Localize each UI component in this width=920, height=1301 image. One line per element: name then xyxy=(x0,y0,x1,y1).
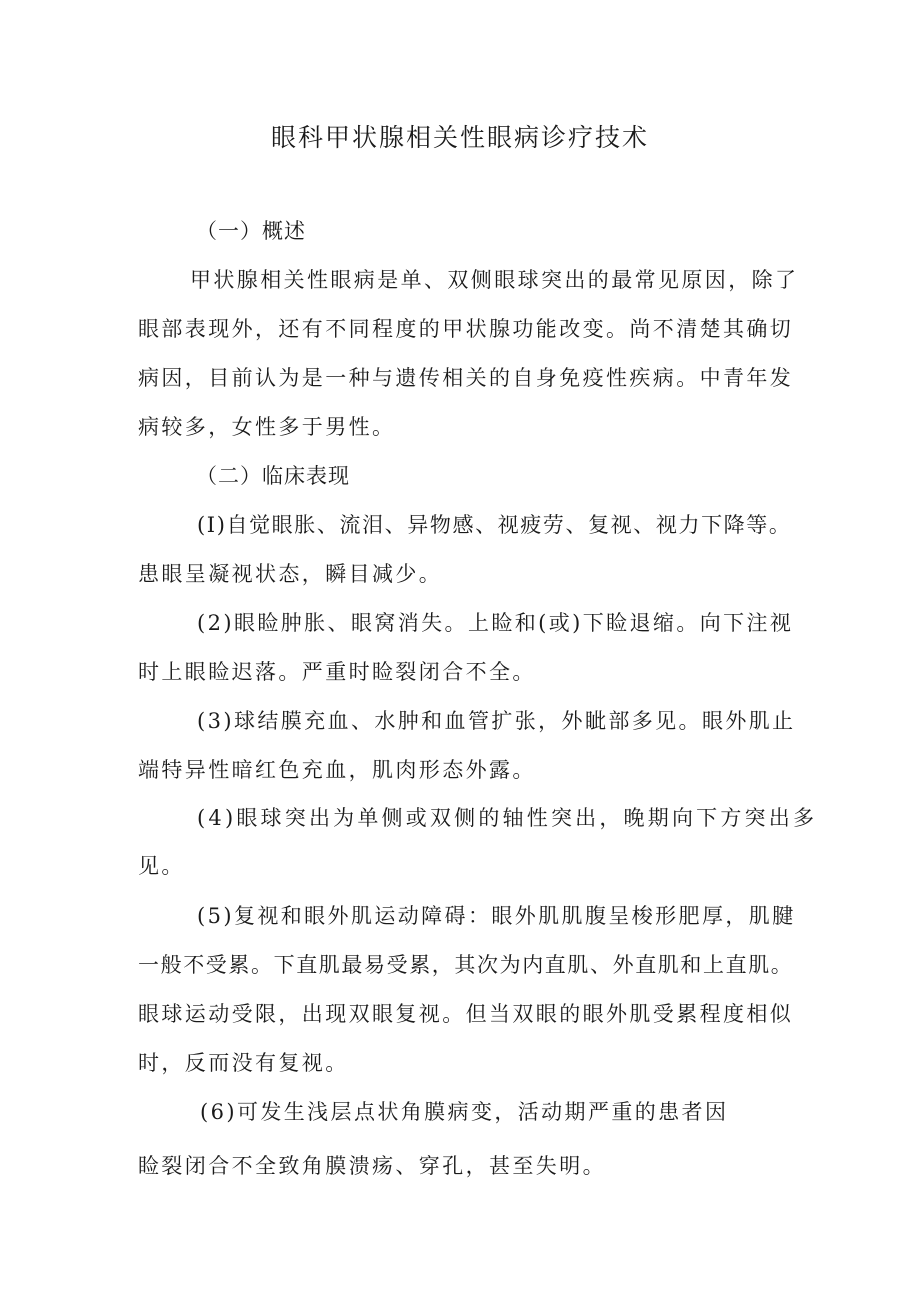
text-line: 患眼呈凝视状态，瞬目减少。 xyxy=(138,562,443,586)
text-line: 眼球运动受限，出现双眼复视。但当双眼的眼外肌受累程度相似 xyxy=(138,1002,794,1026)
text-line: (5)复视和眼外肌运动障碍：眼外肌肌腹呈梭形肥厚，肌腱 xyxy=(197,904,796,928)
text-line: 病因，目前认为是一种与遗传相关的自身免疫性疾病。中青年发 xyxy=(138,366,794,390)
text-line: 端特异性暗红色充血，肌肉形态外露。 xyxy=(138,758,536,782)
text-line: (4)眼球突出为单侧或双侧的轴性突出，晚期向下方突出多 xyxy=(197,806,818,830)
text-line: (3)球结膜充血、水肿和血管扩张，外眦部多见。眼外肌止 xyxy=(197,709,796,733)
section-heading-overview: （一）概述 xyxy=(196,219,306,243)
text-line: 见。 xyxy=(138,854,185,878)
text-line: 睑裂闭合不全致角膜溃疡、穿孔，甚至失明。 xyxy=(138,1154,606,1178)
document-title: 眼科甲状腺相关性眼病诊疗技术 xyxy=(270,123,649,152)
text-line: (6)可发生浅层点状角膜病变，活动期严重的患者因 xyxy=(200,1100,729,1124)
text-line: 病较多，女性多于男性。 xyxy=(138,415,396,439)
text-line: 时上眼睑迟落。严重时睑裂闭合不全。 xyxy=(138,660,536,684)
text-line: (2)眼睑肿胀、眼窝消失。上睑和(或)下睑退缩。向下注视 xyxy=(197,611,794,635)
text-line: 时，反而没有复视。 xyxy=(138,1051,349,1075)
text-line: (I)自觉眼胀、流泪、异物感、视疲劳、复视、视力下降等。 xyxy=(197,513,792,537)
text-line: 一般不受累。下直肌最易受累，其次为内直肌、外直肌和上直肌。 xyxy=(138,953,794,977)
section-heading-clinical: （二）临床表现 xyxy=(196,464,350,488)
text-line: 甲状腺相关性眼病是单、双侧眼球突出的最常见原因，除了 xyxy=(190,268,799,292)
text-line: 眼部表现外，还有不同程度的甲状腺功能改变。尚不清楚其确切 xyxy=(138,317,794,341)
